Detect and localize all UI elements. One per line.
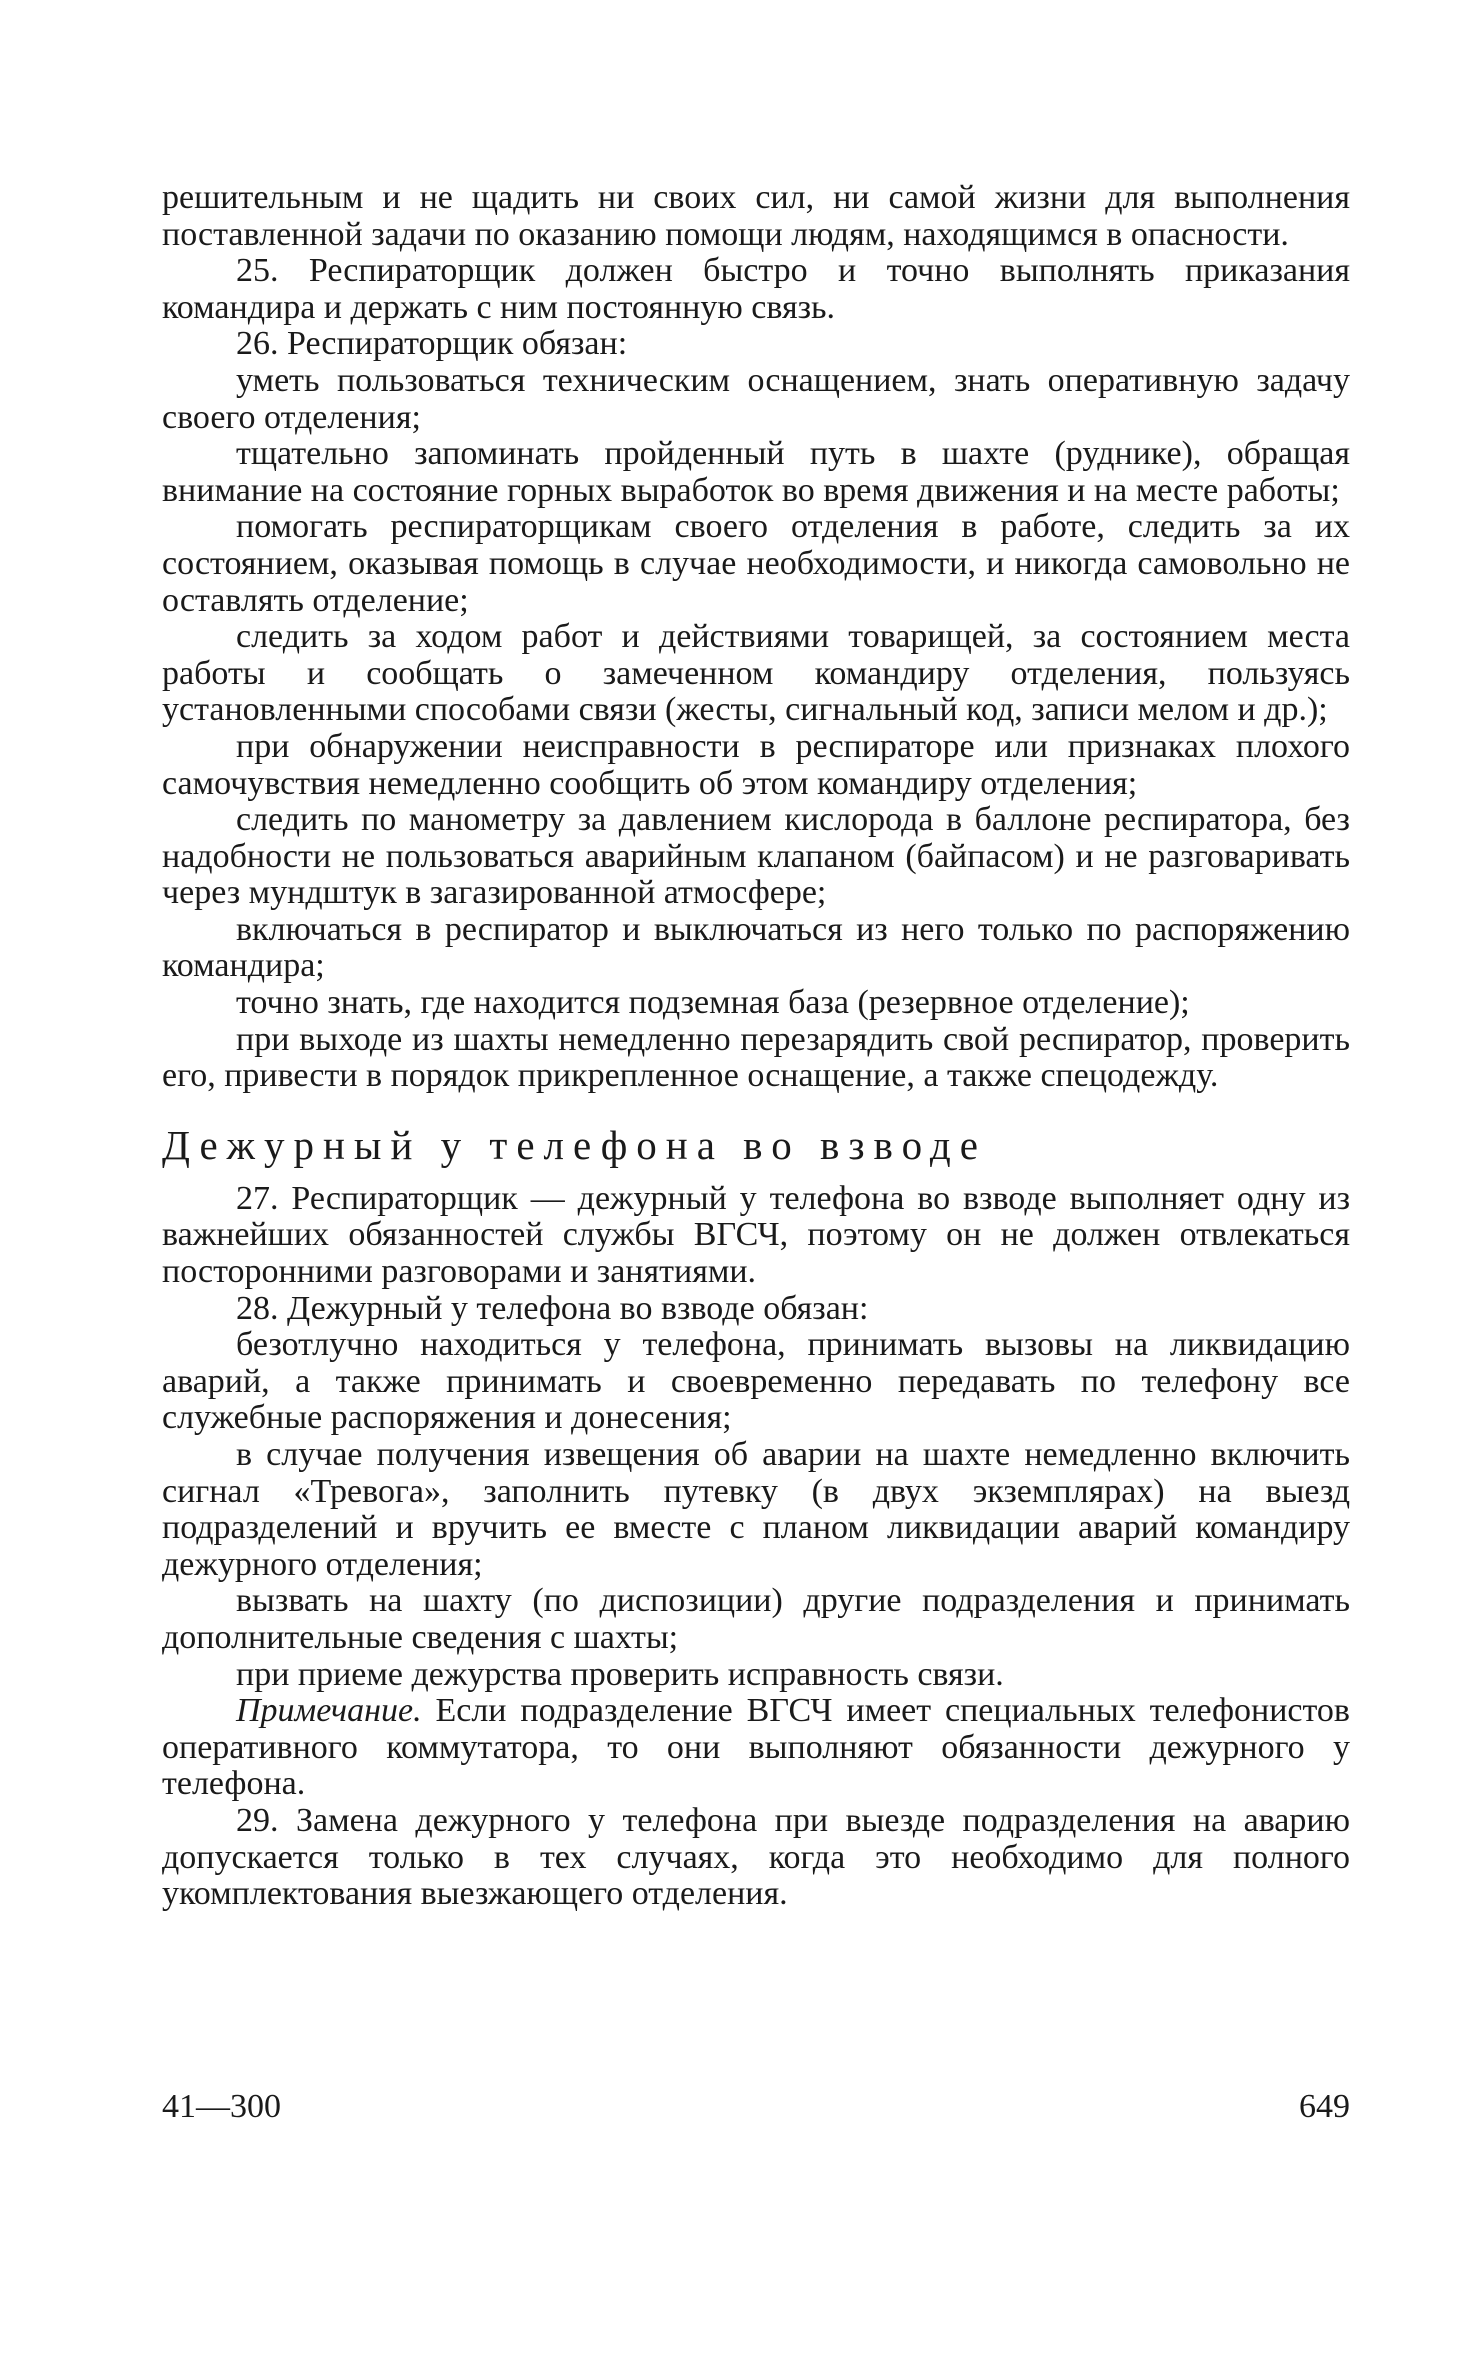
- duty-item: помогать респираторщикам своего отделения в работе, следить за их состоянием, оказывая помощь в случае необходимости, и никогда самовольно не оставлять отделение;: [162, 508, 1350, 619]
- duty-item: безотлучно находиться у телефона, принимать вызовы на ликвидацию аварий, а также принимать и своевременно передавать по телефону все служебные распоряжения и донесения;: [162, 1326, 1350, 1437]
- duty-item: включаться в респиратор и выключаться из него только по распоряжению командира;: [162, 910, 1350, 985]
- duty-item: при приеме дежурства проверить исправность связи.: [236, 1655, 1004, 1693]
- text-column: [162, 180, 1350, 1913]
- continuation-paragraph: решительным и не щадить ни своих сил, ни самой жизни для выполнения поставленной задачи по оказанию помощи людям, находящимся в опасности.: [162, 179, 1350, 253]
- printer-signature: 41—300: [162, 2088, 281, 2125]
- page-number: 649: [1299, 2088, 1350, 2125]
- duty-item: точно знать, где находится подземная база (резервное отделение);: [236, 984, 1190, 1022]
- section-heading: Дежурный у телефона во взводе: [162, 1121, 987, 1168]
- paragraph-26-intro: 26. Респираторщик обязан:: [236, 325, 628, 363]
- duty-item: при выходе из шахты немедленно перезарядить свой респиратор, проверить его, привести в порядок прикрепленное оснащение, а также спецодежду.: [162, 1020, 1350, 1095]
- note-paragraph: [162, 1693, 1350, 1803]
- duty-item: вызвать на шахту (по диспозиции) другие подразделения и принимать дополнительные сведения с шахты;: [162, 1582, 1350, 1656]
- duty-item: уметь пользоваться техническим оснащением, знать оперативную задачу своего отделения;: [162, 361, 1350, 436]
- note-label: Примечание.: [236, 1692, 422, 1730]
- duty-item: тщательно запоминать пройденный путь в шахте (руднике), обращая внимание на состояние горных выработок во время движения и на месте работы;: [162, 435, 1350, 509]
- duty-item: следить за ходом работ и действиями товарищей, за состоянием места работы и сообщать о замеченном командиру отделения, пользуясь установленными способами связи (жесты, сигнальный код, записи мелом и др.);: [162, 618, 1350, 729]
- page-footer: [162, 2088, 1350, 2126]
- paragraph-28-intro: 28. Дежурный у телефона во взводе обязан:: [236, 1289, 869, 1327]
- paragraph-29: 29. Замена дежурного у телефона при выезде подразделения на аварию допускается только в тех случаях, когда это необходимо для полного укомплектования выезжающего отделения.: [162, 1801, 1350, 1913]
- paragraph-27: 27. Респираторщик — дежурный у телефона во взводе выполняет одну из важнейших обязанностей службы ВГСЧ, поэтому он не должен отвлекаться посторонними разговорами и занятиями.: [162, 1179, 1350, 1291]
- paragraph-25: 25. Респираторщик должен быстро и точно выполнять приказания командира и держать с ним постоянную связь.: [162, 252, 1350, 326]
- duty-item: при обнаружении неисправности в респираторе или признаках плохого самочувствия немедленно сообщить об этом командиру отделения;: [162, 727, 1350, 802]
- duty-item: следить по манометру за давлением кислорода в баллоне респиратора, без надобности не пользоваться аварийным клапаном (байпасом) и не разговаривать через мундштук в загазированной атмосфере;: [162, 801, 1350, 912]
- duty-item: в случае получения извещения об аварии на шахте немедленно включить сигнал «Тревога», заполнить путевку (в двух экземплярах) на выезд подразделений и вручить ее вместе с планом ликвидации аварий командиру дежурного отделения;: [162, 1436, 1350, 1583]
- note-text: Если подразделение ВГСЧ имеет специальных телефонистов оперативного коммутатора, то они выполняют обязанности дежурного у телефона.: [162, 1692, 1350, 1803]
